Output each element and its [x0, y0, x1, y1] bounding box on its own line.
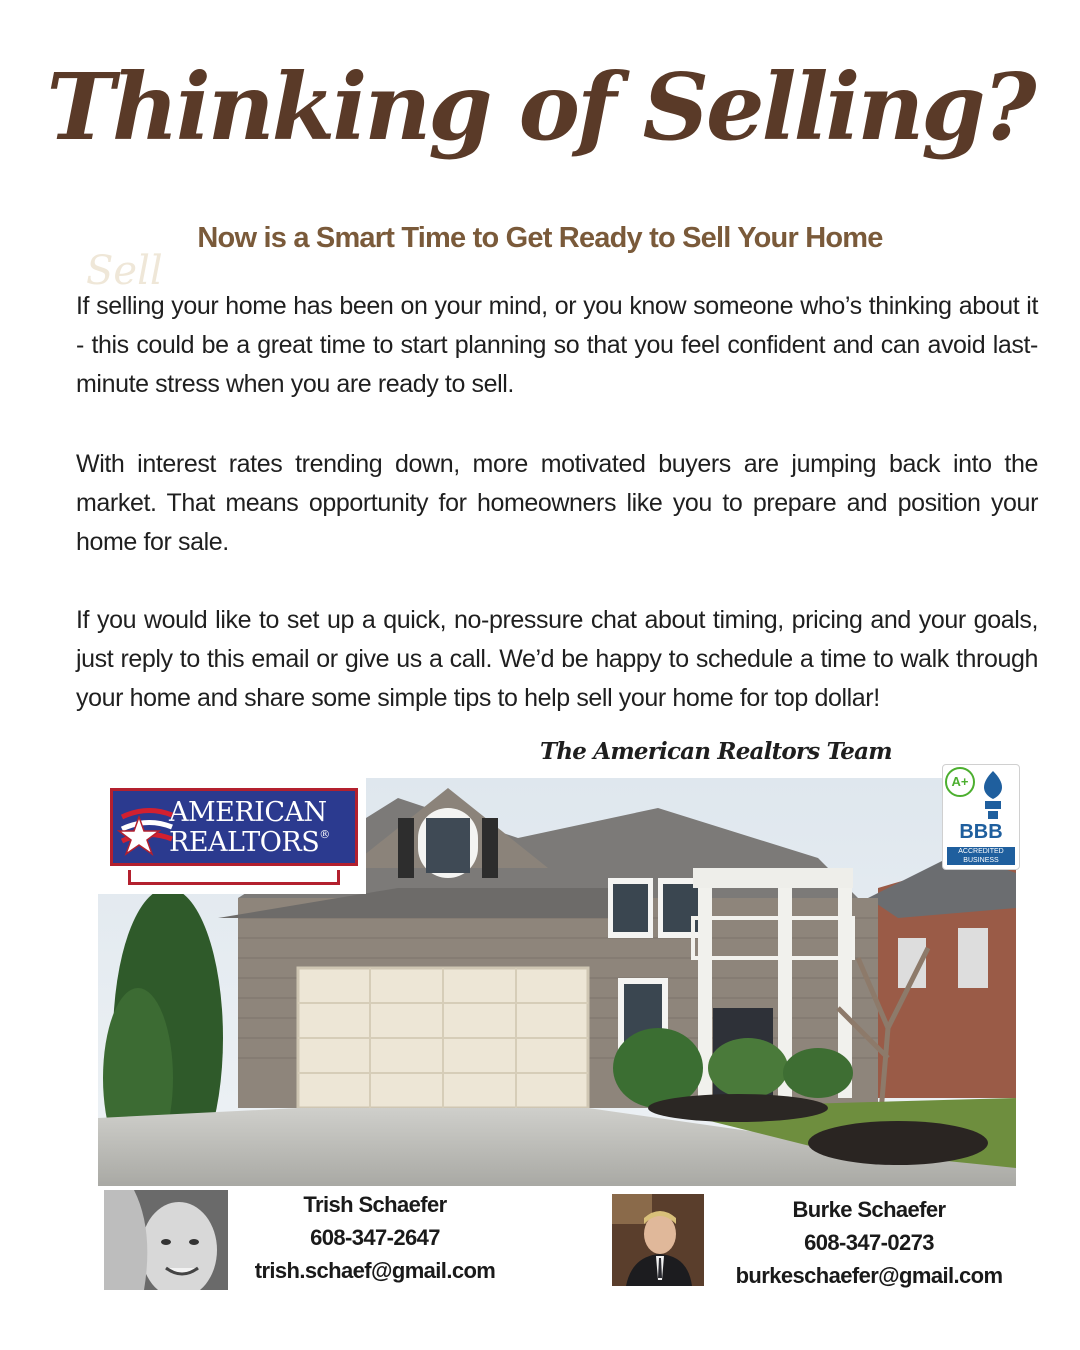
logo-line-2: REALTORS® — [169, 827, 330, 858]
bbb-accredited-label: ACCREDITED BUSINESS — [947, 847, 1015, 865]
sell-watermark: Sell — [86, 248, 163, 294]
bbb-name: BBB — [959, 821, 1003, 843]
team-signature: The American Realtors Team — [540, 738, 892, 765]
agent-name: Burke Schaefer — [792, 1197, 946, 1222]
logo-base — [128, 870, 340, 885]
paragraph-call-to-action: If you would like to set up a quick, no-pressure chat about timing, pricing and your goals, just reply to this email or give us a call. We’d be happy to schedule a time to walk through your home and share some simple tips to help sell your home for top dollar! — [76, 606, 1038, 712]
paragraph-intro: If selling your home has been on your mind, or you know someone who’s thinking about it - this could be a great time to start planning so that you feel confident and can avoid last-minute stress when you are ready to sell. — [76, 292, 1038, 398]
page-subtitle: Now is a Smart Time to Get Ready to Sell Your Home — [197, 222, 883, 254]
agent-email[interactable]: burkeschaefer@gmail.com — [735, 1263, 1003, 1288]
bbb-accredited-badge — [942, 764, 1020, 870]
flag-star-icon — [117, 797, 177, 857]
agent-name: Trish Schaefer — [303, 1192, 447, 1217]
paragraph-market: With interest rates trending down, more motivated buyers are jumping back into the market. That means opportunity for homeowners like you to prepare and position your home for sale. — [76, 450, 1038, 556]
a-plus-rating: A+ — [945, 767, 975, 797]
agent-email[interactable]: trish.schaef@gmail.com — [254, 1258, 496, 1283]
contact-burke — [724, 1193, 1014, 1292]
agent-phone[interactable]: 608-347-2647 — [310, 1225, 440, 1250]
contact-trish — [230, 1188, 520, 1287]
trish-headshot — [104, 1190, 228, 1290]
burke-headshot — [612, 1194, 704, 1286]
page-title: Thinking of Selling? — [46, 53, 1034, 161]
bbb-torch-icon — [973, 769, 1013, 821]
agent-phone[interactable]: 608-347-0273 — [804, 1230, 934, 1255]
american-realtors-logo — [98, 778, 366, 894]
logo-line-1: AMERICAN — [169, 797, 327, 828]
